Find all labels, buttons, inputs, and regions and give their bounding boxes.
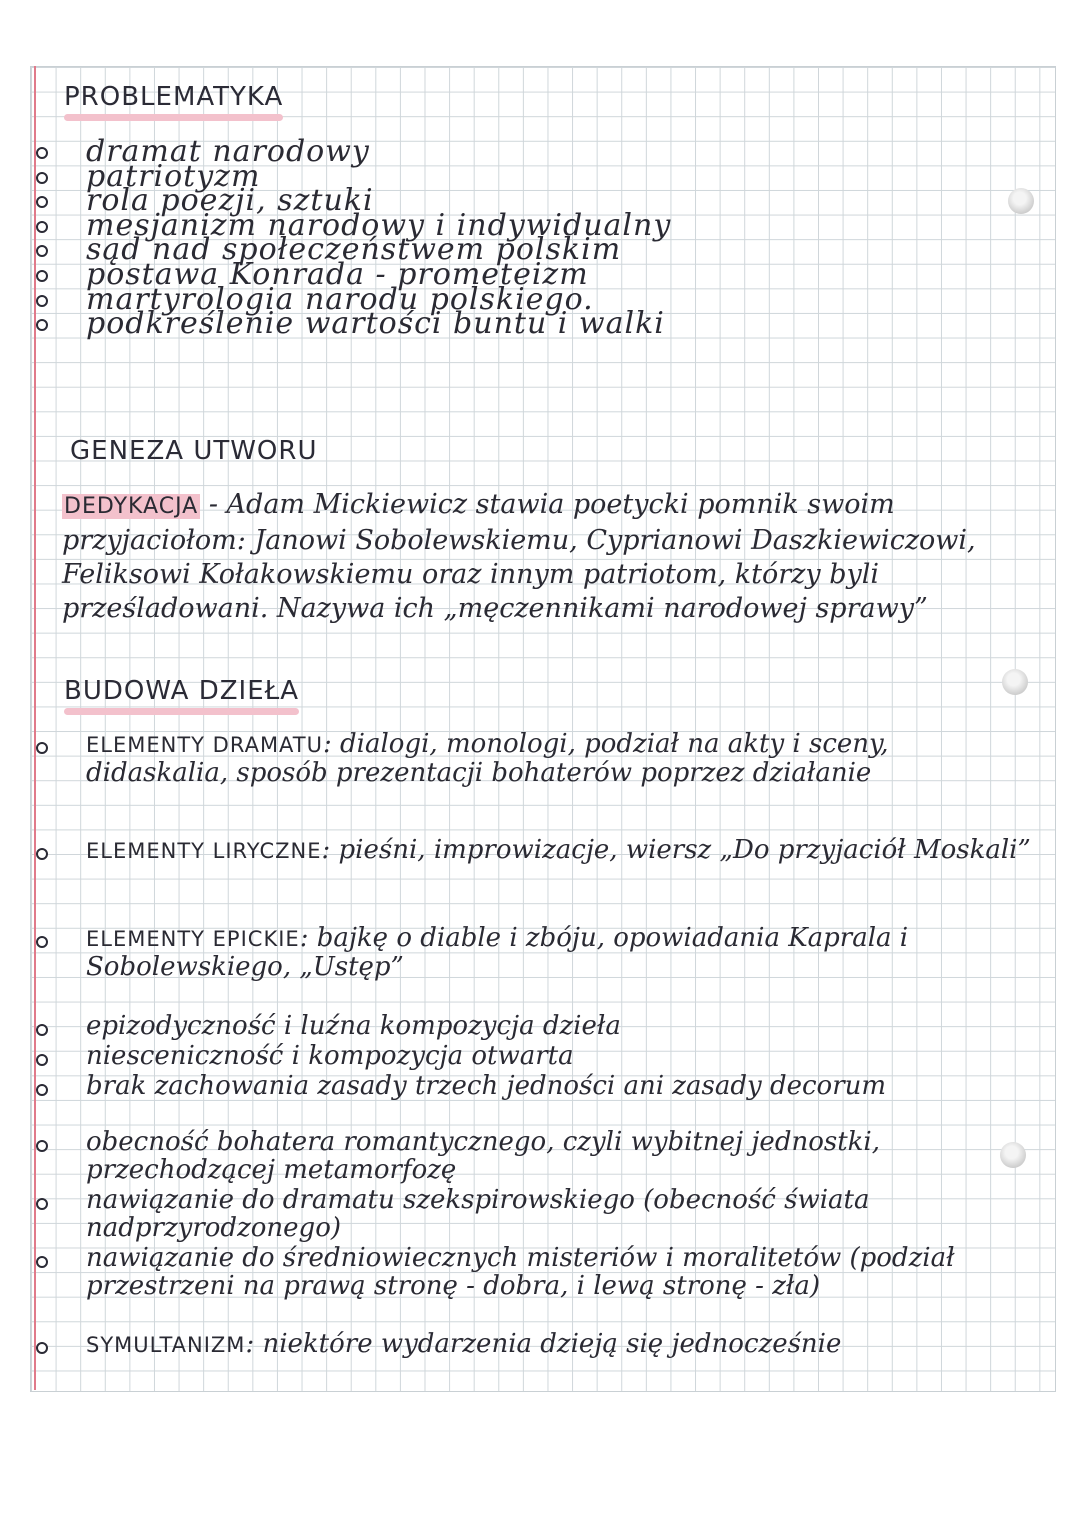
bullet-icon bbox=[36, 1140, 48, 1152]
bullet-icon bbox=[36, 936, 48, 948]
budowa-list bbox=[36, 730, 1036, 1362]
list-item bbox=[36, 836, 1036, 924]
list-item-text bbox=[86, 730, 1036, 787]
bullet-icon bbox=[36, 295, 48, 307]
list-item-text: nawiązanie do średniowiecznych misteriów i moralitetów (podział przestrzeni na prawą stronę - dobra, i lewą stronę - zła) bbox=[86, 1243, 955, 1301]
list-item bbox=[36, 1244, 1036, 1330]
list-item bbox=[36, 1186, 1036, 1244]
bullet-icon bbox=[36, 1256, 48, 1268]
item-text: : bajkę o diable i zbóju, opowiadania Kaprala i Sobolewskiego, „Ustęp” bbox=[86, 923, 909, 982]
list-item-text: nawiązanie do dramatu szekspirowskiego (obecność świata nadprzyrodzonego) bbox=[86, 1185, 870, 1243]
item-text: : pieśni, improwizacje, wiersz „Do przyjaciół Moskali” bbox=[321, 835, 1031, 865]
heading-geneza bbox=[70, 436, 318, 466]
item-text: : dialogi, monologi, podział na akty i sceny, didaskalia, sposób prezentacji bohaterów poprzez działanie bbox=[86, 729, 889, 788]
problematyka-list bbox=[36, 134, 672, 342]
bullet-icon bbox=[36, 221, 48, 233]
bullet-icon bbox=[36, 245, 48, 257]
list-item-text: brak zachowania zasady trzech jedności ani zasady decorum bbox=[86, 1071, 887, 1101]
dedication-text: - Adam Mickiewicz stawia poetycki pomnik swoim przyjaciołom: Janowi Sobolewskiemu, Cyprianowi Daszkiewiczowi, Feliksowi Kołakowskiemu oraz innym patriotom, którzy byli prześladowani. Nazywa ich „męczennikami narodowej sprawy” bbox=[62, 489, 976, 624]
bullet-icon bbox=[36, 848, 48, 860]
item-label: ELEMENTY EPICKIE bbox=[86, 927, 300, 951]
bullet-icon bbox=[36, 270, 48, 282]
heading-budowa bbox=[64, 676, 299, 715]
list-item-text: dramat narodowy bbox=[86, 134, 370, 169]
bullet-icon bbox=[36, 147, 48, 159]
list-item bbox=[36, 924, 1036, 1012]
list-item bbox=[36, 1042, 1036, 1072]
bullet-icon bbox=[36, 1054, 48, 1066]
bullet-icon bbox=[36, 742, 48, 754]
list-item bbox=[36, 1012, 1036, 1042]
dedication-paragraph bbox=[62, 488, 1022, 626]
item-label: SYMULTANIZM bbox=[86, 1333, 246, 1357]
list-item-text: podkreślenie wartości buntu i walki bbox=[86, 306, 665, 342]
bullet-icon bbox=[36, 196, 48, 208]
list-item bbox=[36, 1072, 1036, 1128]
list-item-text: patriotyzm bbox=[86, 158, 261, 194]
item-label: ELEMENTY DRAMATU bbox=[86, 733, 323, 757]
heading-underline bbox=[64, 708, 299, 715]
list-item bbox=[36, 1128, 1036, 1186]
list-item-text: niesceniczność i kompozycja otwarta bbox=[86, 1041, 574, 1071]
item-label: ELEMENTY LIRYCZNE bbox=[86, 839, 322, 863]
heading-problematyka bbox=[64, 82, 283, 121]
list-item-text: postawa Konrada - prometeizm bbox=[86, 256, 589, 292]
list-item bbox=[36, 306, 671, 342]
heading-underline bbox=[64, 114, 283, 121]
heading-text: GENEZA UTWORU bbox=[70, 436, 318, 466]
list-item-text bbox=[86, 1330, 1036, 1359]
list-item-text: martyrologia narodu polskiego. bbox=[86, 281, 594, 317]
bullet-icon bbox=[36, 1198, 48, 1210]
item-text: : niektóre wydarzenia dzieją się jednocześnie bbox=[245, 1329, 842, 1359]
list-item-text: epizodyczność i luźna kompozycja dzieła bbox=[86, 1011, 621, 1041]
list-item bbox=[36, 730, 1036, 836]
heading-text: PROBLEMATYKA bbox=[64, 82, 284, 112]
list-item-text: sąd nad społeczeństwem polskim bbox=[86, 232, 622, 268]
bullet-icon bbox=[36, 172, 48, 184]
list-item-text: rola poezji, sztuki bbox=[86, 183, 374, 219]
list-item-text: obecność bohatera romantycznego, czyli wybitnej jednostki, przechodzącej metamorfozę bbox=[86, 1127, 880, 1185]
bullet-icon bbox=[36, 319, 48, 331]
bullet-icon bbox=[36, 1024, 48, 1036]
list-item-text: mesjanizm narodowy i indywidualny bbox=[86, 207, 672, 243]
bullet-icon bbox=[36, 1342, 48, 1354]
dedication-label: DEDYKACJA bbox=[64, 494, 199, 519]
bullet-icon bbox=[36, 1084, 48, 1096]
list-item-text bbox=[86, 836, 1036, 865]
heading-text: BUDOWA DZIEŁA bbox=[64, 676, 300, 706]
list-item-text bbox=[86, 924, 1036, 981]
list-item bbox=[36, 1330, 1036, 1362]
